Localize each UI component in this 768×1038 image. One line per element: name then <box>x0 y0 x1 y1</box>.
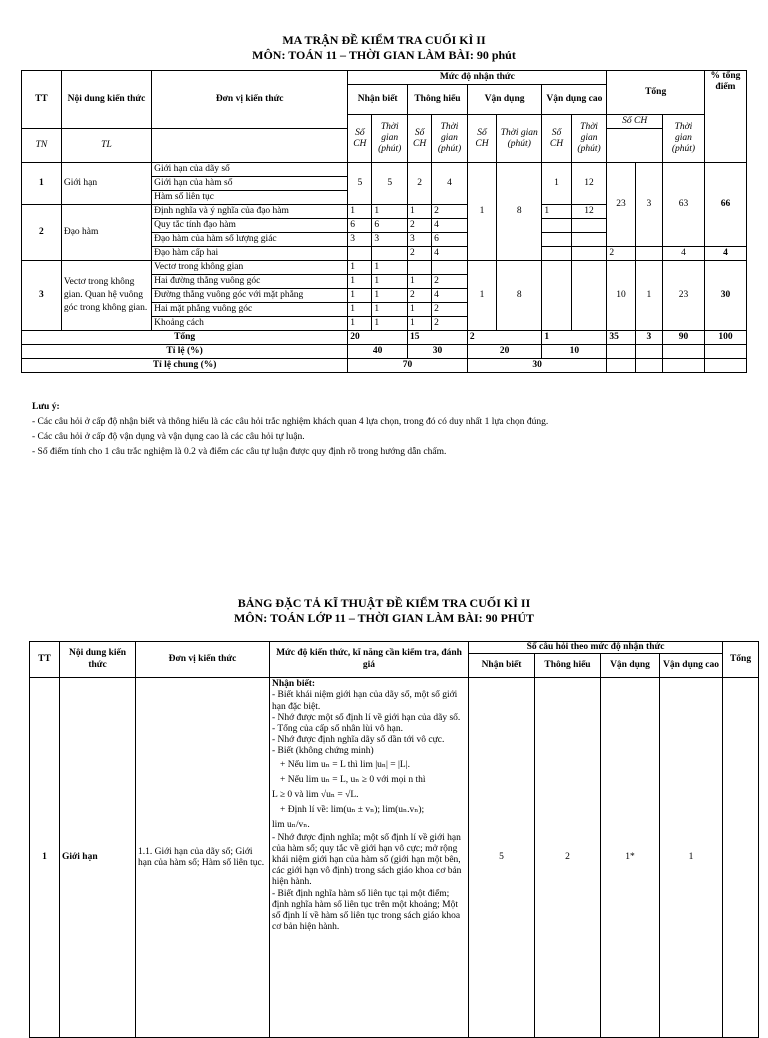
spec-header-total: Tổng <box>723 642 759 678</box>
value-cell: 1 <box>408 205 432 219</box>
unit-cell: Giới hạn của hàm số <box>152 177 348 191</box>
desc-item: - Nhớ được định nghĩa dãy số dần tới vô cực. <box>272 735 445 746</box>
header-tl: TL <box>61 129 151 163</box>
value-cell: 4 <box>662 247 704 261</box>
spec-subtitle: MÔN: TOÁN LỚP 11 – THỜI GIAN LÀM BÀI: 90 PHÚT <box>233 611 535 625</box>
spec-nb-value: 5 <box>469 678 535 1038</box>
header-total: Tổng <box>607 71 705 115</box>
value-cell: 1 <box>372 261 408 275</box>
value-cell: 3 <box>372 233 408 247</box>
header-th: Thông hiểu <box>408 85 468 115</box>
spec-vd-value: 1* <box>601 678 660 1038</box>
header-thoigian: Thời gian (phút) <box>571 115 607 163</box>
total-label: Tổng <box>22 331 348 345</box>
value-cell: 23 <box>662 261 704 331</box>
header-total-thoigian: Thời gian (phút) <box>662 115 704 163</box>
desc-item: - Biết định nghĩa hàm số liên tục tại một điểm; định nghĩa hàm số liên tục trên một khoảng; Một số định lí về hàm số liên tục trong sách giáo khoa cơ bản hiện hành. <box>272 888 461 933</box>
unit-cell: Đạo hàm của hàm số lượng giác <box>152 233 348 247</box>
spec-total-value <box>723 678 759 1038</box>
value-cell: 63 <box>662 163 704 247</box>
value-cell: 1 <box>348 275 372 289</box>
header-soch: Số CH <box>408 115 432 163</box>
spec-title: BẢNG ĐẶC TẢ KĨ THUẬT ĐỀ KIỂM TRA CUỐI KÌ II <box>237 596 531 610</box>
value-cell: 1 <box>542 163 571 205</box>
row-topic: Vectơ trong không gian. Quan hệ vuông góc trong không gian. <box>61 261 151 331</box>
header-thoigian: Thời gian (phút) <box>372 115 408 163</box>
row-topic: Đạo hàm <box>61 205 151 261</box>
value-cell: 1 <box>467 163 496 261</box>
value-cell: 1 <box>348 261 372 275</box>
value-cell: 2 <box>432 317 468 331</box>
header-percent: % tổng điểm <box>704 71 746 163</box>
value-cell: 1 <box>408 317 432 331</box>
matrix-subtitle: MÔN: TOÁN 11 – THỜI GIAN LÀM BÀI: 90 phút <box>252 48 516 62</box>
desc-item: - Nhớ được một số định lí về giới hạn của dãy số. <box>272 712 461 723</box>
spec-header-vd: Vận dụng <box>601 654 660 678</box>
value-cell: 30 <box>704 261 746 331</box>
ratio-vd: 20 <box>467 345 541 359</box>
desc-item: - Tổng của cấp số nhân lùi vô hạn. <box>272 724 403 735</box>
value-cell: 2 <box>408 247 432 261</box>
value-cell: 1 <box>348 289 372 303</box>
spec-header-content: Nội dung kiến thức <box>60 642 136 678</box>
value-cell: 1 <box>467 261 496 331</box>
row-tt: 3 <box>22 261 62 331</box>
value-cell: 2 <box>408 289 432 303</box>
matrix-title: MA TRẬN ĐỀ KIỂM TRA CUỐI KÌ II <box>282 33 486 47</box>
desc-item: - Nhớ được định nghĩa; một số định lí về giới hạn của hàm số; quy tắc về giới hạn vô cực; mở rộng khái niệm giới hạn của hàm số (giới hạn một bên, các giới hạn vô định) trong sách giáo khoa cơ bản hiện hành. <box>272 832 462 888</box>
formula: + Nếu lim uₙ = L thì lim |uₙ| = |L|. <box>280 759 410 770</box>
unit-cell: Vectơ trong không gian <box>152 261 348 275</box>
spec-table <box>29 641 759 1038</box>
notes <box>32 400 548 460</box>
value-cell: 2 <box>432 205 468 219</box>
unit-cell: Giới hạn của dãy số <box>152 163 348 177</box>
value-cell: 8 <box>497 261 542 331</box>
note-item: - Các câu hỏi ở cấp độ nhận biết và thông hiểu là các câu hỏi trắc nghiệm khách quan 4 lựa chọn, trong đó có duy nhất 1 lựa chọn đúng. <box>32 417 549 427</box>
total-th: 15 <box>408 331 468 345</box>
formula: + Định lí về: lim(uₙ ± vₙ); lim(uₙ.vₙ); <box>280 804 425 815</box>
spec-header-th: Thông hiểu <box>535 654 601 678</box>
value-cell: 1 <box>408 303 432 317</box>
ratio-common-b: 30 <box>467 359 607 373</box>
value-cell: 10 <box>607 261 635 331</box>
header-vd: Vận dụng <box>467 85 541 115</box>
matrix-table <box>21 70 747 373</box>
spec-header-vdc: Vận dụng cao <box>660 654 723 678</box>
value-cell: 4 <box>432 219 468 233</box>
header-tn: TN <box>22 129 62 163</box>
spec-row-description <box>270 678 469 1038</box>
note-item: - Các câu hỏi ở cấp độ vận dụng và vận dụng cao là các câu hỏi tự luận. <box>32 432 305 442</box>
value-cell: 5 <box>348 163 372 205</box>
total-nb: 20 <box>348 331 408 345</box>
spec-vdc-value: 1 <box>660 678 723 1038</box>
formula: lim uₙ/vₙ. <box>272 819 310 830</box>
row-tt: 2 <box>22 205 62 261</box>
value-cell: 12 <box>571 205 607 219</box>
header-content: Nội dung kiến thức <box>61 71 151 129</box>
header-soch: Số CH <box>542 115 571 163</box>
spec-row-tt: 1 <box>30 678 60 1038</box>
unit-cell: Quy tắc tính đạo hàm <box>152 219 348 233</box>
unit-cell: Đường thẳng vuông góc với mặt phẳng <box>152 289 348 303</box>
total-tg: 90 <box>662 331 704 345</box>
value-cell: 66 <box>704 163 746 247</box>
value-cell: 1 <box>372 275 408 289</box>
unit-cell: Hai mặt phẳng vuông góc <box>152 303 348 317</box>
header-tt: TT <box>22 71 62 129</box>
total-vdc: 1 <box>542 331 607 345</box>
value-cell: 1 <box>348 205 372 219</box>
value-cell: 6 <box>348 219 372 233</box>
value-cell: 4 <box>432 247 468 261</box>
spec-header-tt: TT <box>30 642 60 678</box>
value-cell: 2 <box>408 219 432 233</box>
value-cell: 6 <box>372 219 408 233</box>
header-total-soch: Số CH <box>607 115 663 129</box>
unit-cell: Khoảng cách <box>152 317 348 331</box>
value-cell: 3 <box>635 163 662 247</box>
spec-header-unit: Đơn vị kiến thức <box>136 642 270 678</box>
desc-item: - Biết khái niệm giới hạn của dãy số, một số giới hạn đặc biệt. <box>272 690 458 712</box>
formula: + Nếu lim uₙ = L, uₙ ≥ 0 với mọi n thì <box>280 774 426 785</box>
value-cell: 1 <box>348 317 372 331</box>
ratio-common-label: Tỉ lệ chung (%) <box>22 359 348 373</box>
desc-label: Nhận biết: <box>272 679 316 690</box>
value-cell: 2 <box>432 303 468 317</box>
total-pct: 100 <box>704 331 746 345</box>
spec-th-value: 2 <box>535 678 601 1038</box>
header-nb: Nhận biết <box>348 85 408 115</box>
value-cell: 4 <box>704 247 746 261</box>
unit-cell: Đạo hàm cấp hai <box>152 247 348 261</box>
spec-row-unit: 1.1. Giới hạn của dãy số; Giới hạn của hàm số; Hàm số liên tục. <box>136 678 270 1038</box>
value-cell: 1 <box>372 289 408 303</box>
notes-label: Lưu ý: <box>32 402 60 412</box>
value-cell: 4 <box>432 289 468 303</box>
value-cell: 5 <box>372 163 408 205</box>
header-thoigian: Thời gian (phút) <box>432 115 468 163</box>
header-thoigian: Thời gian (phút) <box>497 115 542 163</box>
unit-cell: Định nghĩa và ý nghĩa của đạo hàm <box>152 205 348 219</box>
value-cell: 2 <box>432 275 468 289</box>
value-cell: 3 <box>408 233 432 247</box>
total-tl: 3 <box>635 331 662 345</box>
note-item: - Số điểm tính cho 1 câu trắc nghiệm là 0.2 và điểm các câu tự luận được quy định rõ trong hướng dẫn chấm. <box>32 447 447 457</box>
value-cell: 4 <box>432 163 468 205</box>
value-cell: 2 <box>607 247 635 261</box>
value-cell: 6 <box>432 233 468 247</box>
row-topic: Giới hạn <box>61 163 151 205</box>
desc-item: - Biết (không chứng minh) <box>272 746 374 757</box>
value-cell: 1 <box>635 261 662 331</box>
spec-header-nb: Nhận biết <box>469 654 535 678</box>
value-cell: 1 <box>408 275 432 289</box>
header-soch: Số CH <box>467 115 496 163</box>
value-cell: 23 <box>607 163 635 247</box>
ratio-th: 30 <box>408 345 468 359</box>
value-cell: 3 <box>348 233 372 247</box>
value-cell: 1 <box>542 205 571 219</box>
header-level: Mức độ nhận thức <box>348 71 607 85</box>
spec-header-count: Số câu hỏi theo mức độ nhận thức <box>469 642 723 654</box>
header-vdc: Vận dụng cao <box>542 85 607 115</box>
ratio-label: Tỉ lệ (%) <box>22 345 348 359</box>
row-tt: 1 <box>22 163 62 205</box>
value-cell: 1 <box>372 205 408 219</box>
value-cell: 8 <box>497 163 542 261</box>
spec-row-topic: Giới hạn <box>60 678 136 1038</box>
value-cell: 12 <box>571 163 607 205</box>
unit-cell: Hàm số liên tục <box>152 191 348 205</box>
total-vd: 2 <box>467 331 541 345</box>
unit-cell: Hai đường thẳng vuông góc <box>152 275 348 289</box>
total-tn: 35 <box>607 331 635 345</box>
header-soch: Số CH <box>348 115 372 163</box>
header-unit: Đơn vị kiến thức <box>152 71 348 129</box>
value-cell: 1 <box>372 303 408 317</box>
value-cell: 1 <box>348 303 372 317</box>
ratio-common-a: 70 <box>348 359 468 373</box>
ratio-vdc: 10 <box>542 345 607 359</box>
formula: L ≥ 0 và lim √uₙ = √L. <box>272 789 359 800</box>
spec-header-level: Mức độ kiến thức, kĩ năng cần kiểm tra, đánh giá <box>270 642 469 678</box>
value-cell: 2 <box>408 163 432 205</box>
value-cell: 1 <box>372 317 408 331</box>
ratio-nb: 40 <box>348 345 408 359</box>
